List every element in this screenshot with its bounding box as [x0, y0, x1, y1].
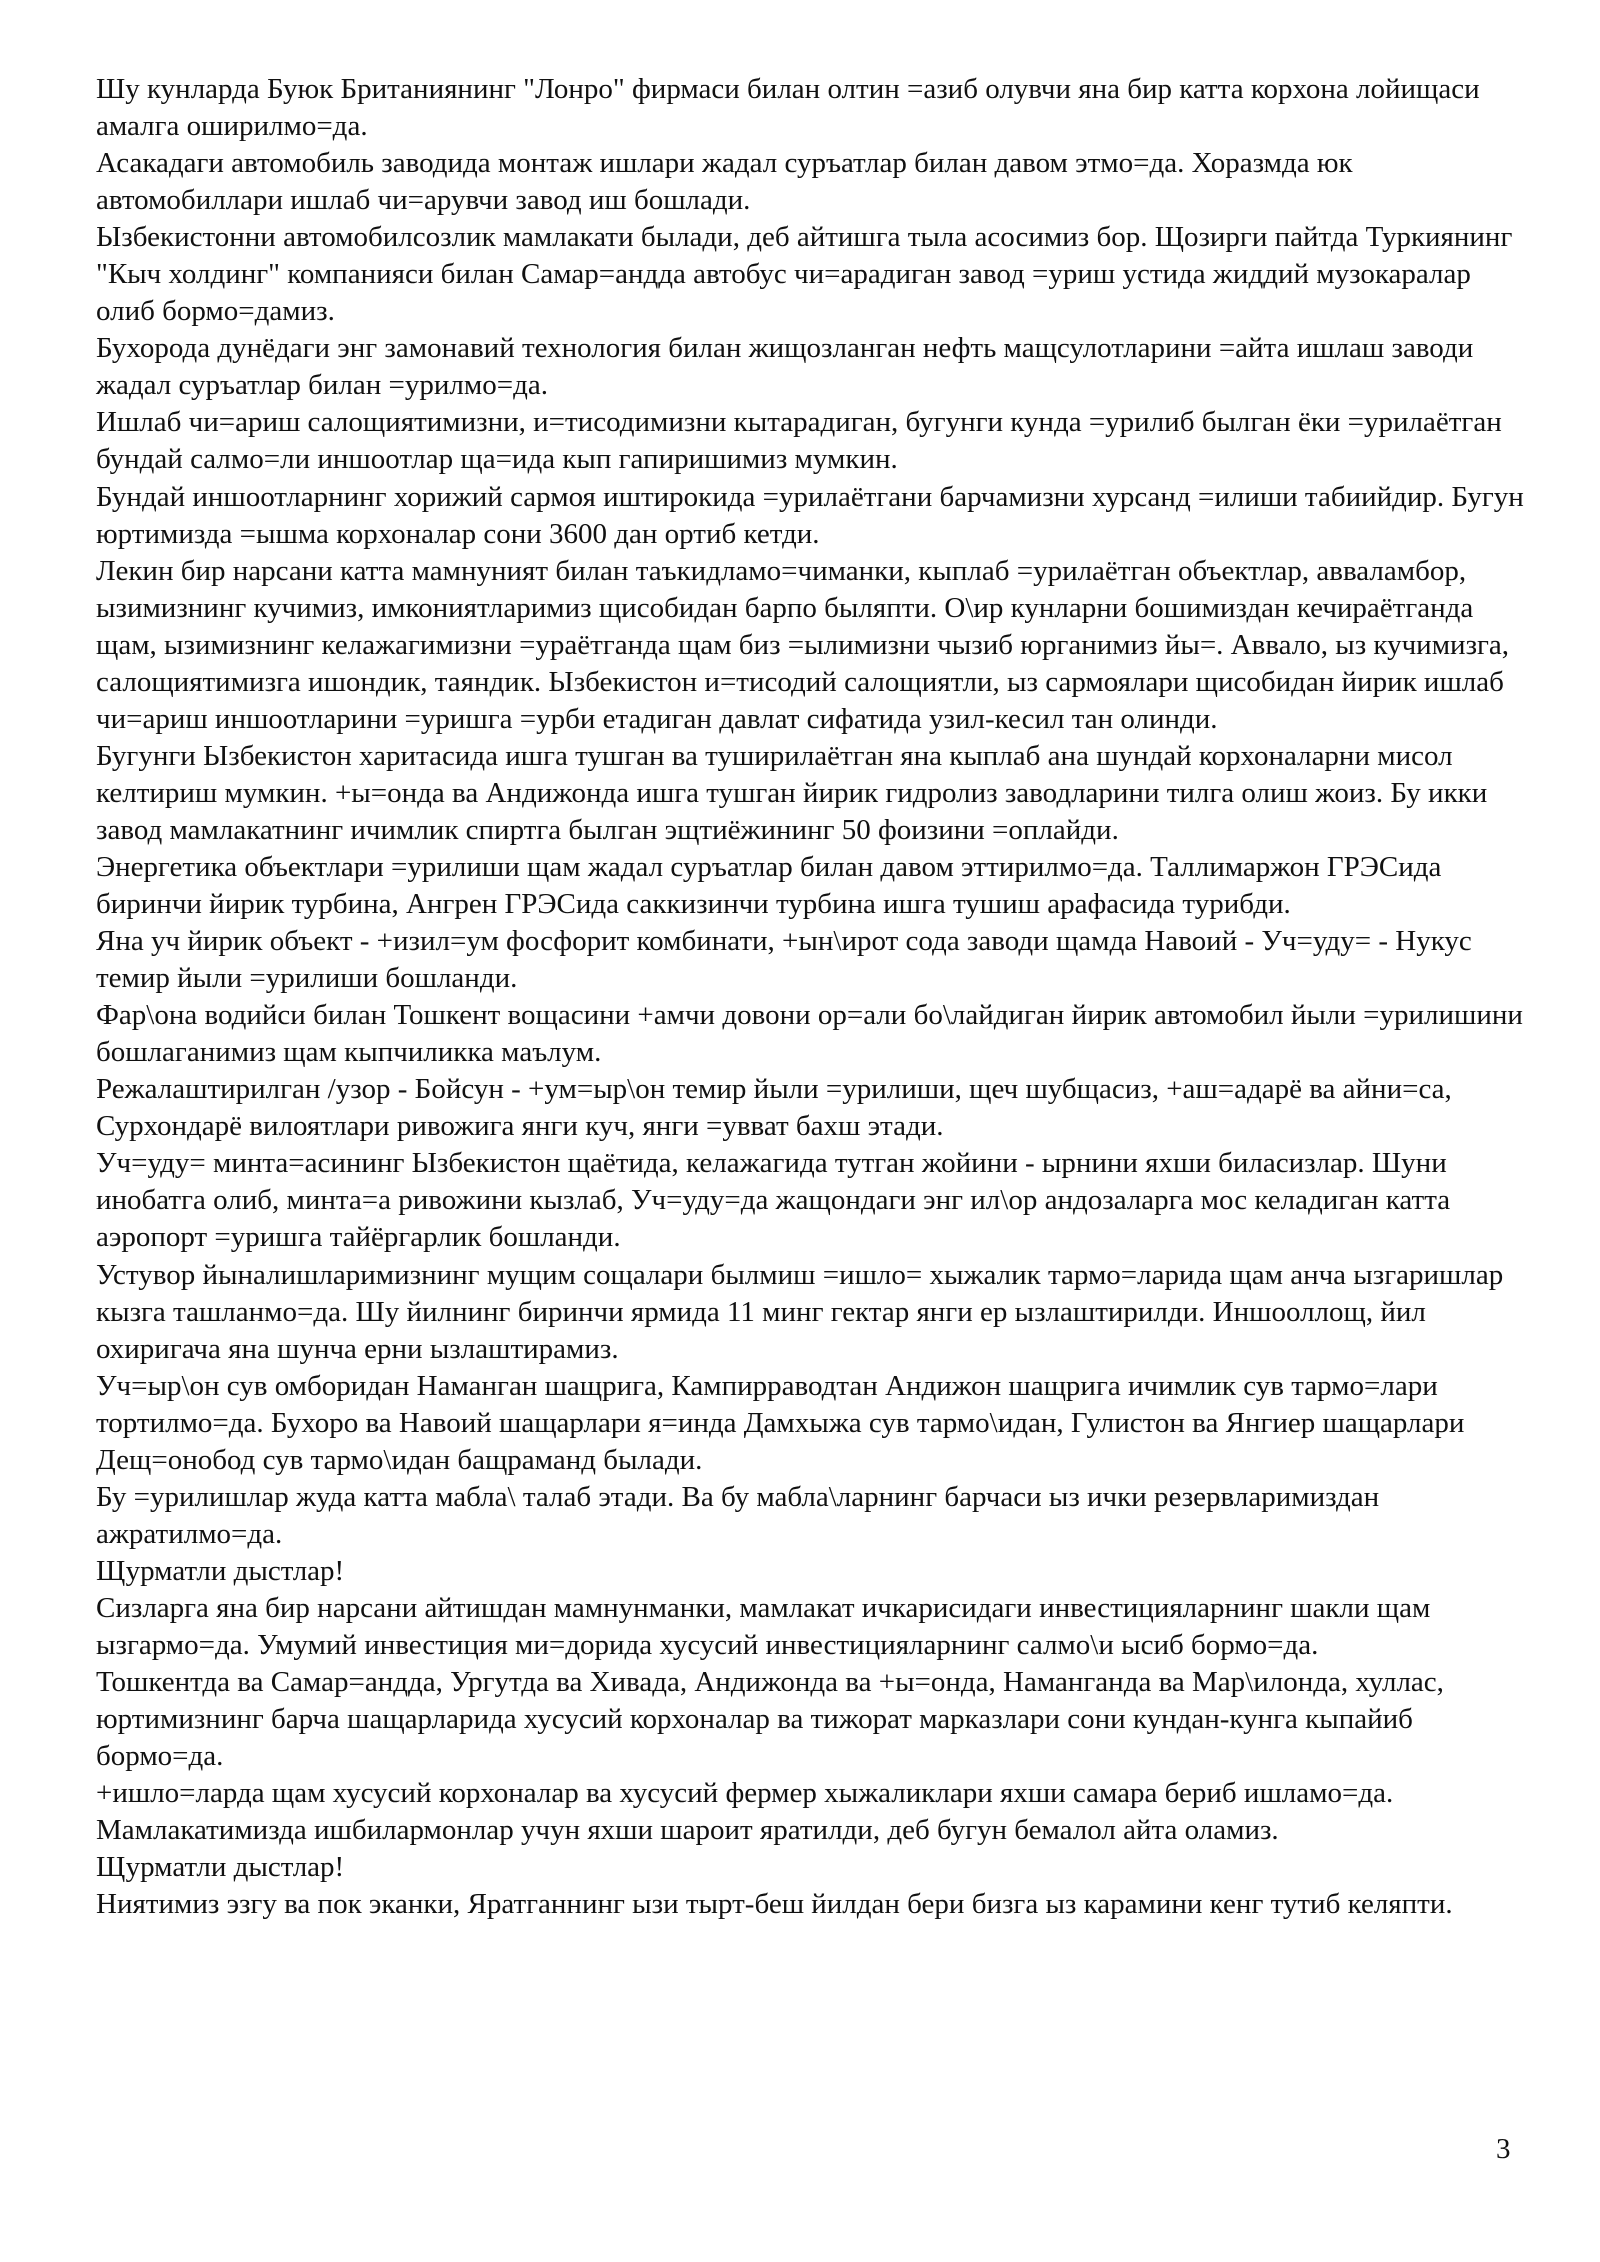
greeting-2: Щурматли дыстлар! — [96, 1851, 345, 1884]
greeting-1: Щурматли дыстлар! — [96, 1554, 345, 1587]
paragraph-13: Уч=уду= минта=асининг Ызбекистон щаётида, келажагида тутган жойини - ырнини яхши биласизлар. Шуни инобатга олиб, минта=а ривожини кызлаб, Уч=уду=да жащондаги энг ил\ор андозаларга мос келадиган катта аэропорт =уришга тайёргарлик бошланди. — [96, 1147, 1451, 1254]
paragraph-14: Устувор йыналишларимизнинг мущим сощалари былмиш =ишло= хыжалик тармо=ларида щам анча ызгаришлар кызга ташланмо=да. Шу йилнинг биринчи ярмида 11 минг гектар янги ер ызлаштирилди. Иншооллощ, йил охиригача яна шунча ерни ызлаштирамиз. — [96, 1258, 1504, 1365]
paragraph-10: Яна уч йирик объект - +изил=ум фосфорит комбинати, +ын\ирот сода заводи щамда Навоий - Уч=уду= - Нукус темир йыли =урилиши бошланди. — [96, 925, 1472, 995]
paragraph-3: Ызбекистонни автомобилсозлик мамлакати былади, деб айтишга тыла асосимиз бор. Щозирги пайтда Туркиянинг "Кыч холдинг" компанияси билан Самар=андда автобус чи=арадиган завод =уриш устида жиддий музокаралар олиб бормо=дамиз. — [96, 221, 1513, 328]
paragraph-12: Режалаштирилган /узор - Бойсун - +ум=ыр\он темир йыли =урилиши, щеч шубщасиз, +аш=адарё ва айни=са, Сурхондарё вилоятлари ривожига янги куч, янги =увват бахш этади. — [96, 1073, 1452, 1143]
paragraph-18: Тошкентда ва Самар=андда, Ургутда ва Хивада, Андижонда ва +ы=онда, Наманганда ва Мар\илонда, хуллас, юртимизнинг барча шащарларида хусусий корхоналар ва тижорат марказлари сони кундан-кунга кыпайиб бормо=да. — [96, 1666, 1444, 1773]
page-number: 3 — [1496, 2133, 1511, 2165]
paragraph-15: Уч=ыр\он сув омборидан Наманган шащрига, Кампирраводтан Андижон шащрига ичимлик сув тармо=лари тортилмо=да. Бухоро ва Навоий шащарлари я=инда Дамхыжа сув тармо\идан, Гулистон ва Янгиер шащарлари Дещ=онобод сув тармо\идан бащраманд былади. — [96, 1369, 1465, 1476]
paragraph-8: Бугунги Ызбекистон харитасида ишга тушган ва туширилаётган яна кыплаб ана шундай корхоналарни мисол келтириш мумкин. +ы=онда ва Андижонда ишга тушган йирик гидролиз заводларини тилга олиш жоиз. Бу икки завод мамлакатнинг ичимлик спиртга былган эщтиёжининг 50 фоизини =оплайди. — [96, 739, 1488, 846]
paragraph-9: Энергетика объектлари =урилиши щам жадал суръатлар билан давом эттирилмо=да. Таллимаржон ГРЭСида биринчи йирик турбина, Ангрен ГРЭСида саккизинчи турбина ишга тушиш арафасида турибди. — [96, 850, 1442, 921]
paragraph-2: Асакадаги автомобиль заводида монтаж ишлари жадал суръатлар билан давом этмо=да. Хоразмда юк автомобиллари ишлаб чи=арувчи завод иш бошлади. — [96, 147, 1353, 217]
paragraph-19: +ишло=ларда щам хусусий корхоналар ва хусусий фермер хыжаликлари яхши самара бериб ишламо=да. — [96, 1777, 1394, 1810]
paragraph-20: Мамлакатимизда ишбилармонлар учун яхши шароит яратилди, деб бугун бемалол айта оламиз. — [96, 1814, 1279, 1847]
paragraph-6: Бундай иншоотларнинг хорижий сармоя иштирокида =урилаётгани барчамизни хурсанд =илиши табиийдир. Бугун юртимизда =ышма корхоналар сони 3600 дан ортиб кетди. — [96, 480, 1524, 550]
paragraph-7: Лекин бир нарсани катта мамнуният билан таъкидламо=чиманки, кыплаб =урилаётган объектлар, авваламбор, ызимизнинг кучимиз, имкониятларимиз щисобидан барпо быляпти. О\ир кунларни бошимиздан кечираётганда щам, ызимизнинг келажагимизни =ураётганда щам биз =ылимизни чызиб юрганимиз йы=. Аввало, ыз кучимизга, салощиятимизга ишондик, таяндик. Ызбекистон и=тисодий салощиятли, ыз сармоялари щисобидан йирик ишлаб чи=ариш иншоотларини =уришга =урби етадиган давлат сифатида узил-кесил тан олинди. — [96, 554, 1510, 735]
paragraph-5: Ишлаб чи=ариш салощиятимизни, и=тисодимизни кытарадиган, бугунги кунда =урилиб былган ёки =урилаётган бундай салмо=ли иншоотлар ща=ида кып гапиришимиз мумкин. — [96, 406, 1502, 476]
paragraph-11: Фар\она водийси билан Тошкент вощасини +амчи довони ор=али бо\лайдиган йирик автомобил йыли =урилишини бошлаганимиз щам кыпчиликка маълум. — [96, 999, 1523, 1069]
paragraph-17: Сизларга яна бир нарсани айтишдан мамнунманки, мамлакат ичкарисидаги инвестицияларнинг шакли щам ызгармо=да. Умумий инвестиция ми=дорида хусусий инвестицияларнинг салмо\и ысиб бормо=да. — [96, 1591, 1431, 1661]
paragraph-21: Ниятимиз эзгу ва пок эканки, Яратганнинг ызи тырт-беш йилдан бери бизга ыз карамини кенг тутиб келяпти. — [96, 1888, 1453, 1921]
paragraph-16: Бу =урилишлар жуда катта мабла\ талаб этади. Ва бу мабла\ларнинг барчаси ыз ички резервларимиздан ажратилмо=да. — [96, 1480, 1380, 1550]
paragraph-1: Шу кунларда Буюк Британиянинг "Лонро" фирмаси билан олтин =азиб олувчи яна бир катта корхона лойищаси амалга оширилмо=да. — [96, 73, 1480, 143]
body-text — [96, 71, 1528, 1923]
paragraph-4: Бухорода дунёдаги энг замонавий технология билан жищозланган нефть мащсулотларини =айта ишлаш заводи жадал суръатлар билан =урилмо=да. — [96, 332, 1474, 402]
